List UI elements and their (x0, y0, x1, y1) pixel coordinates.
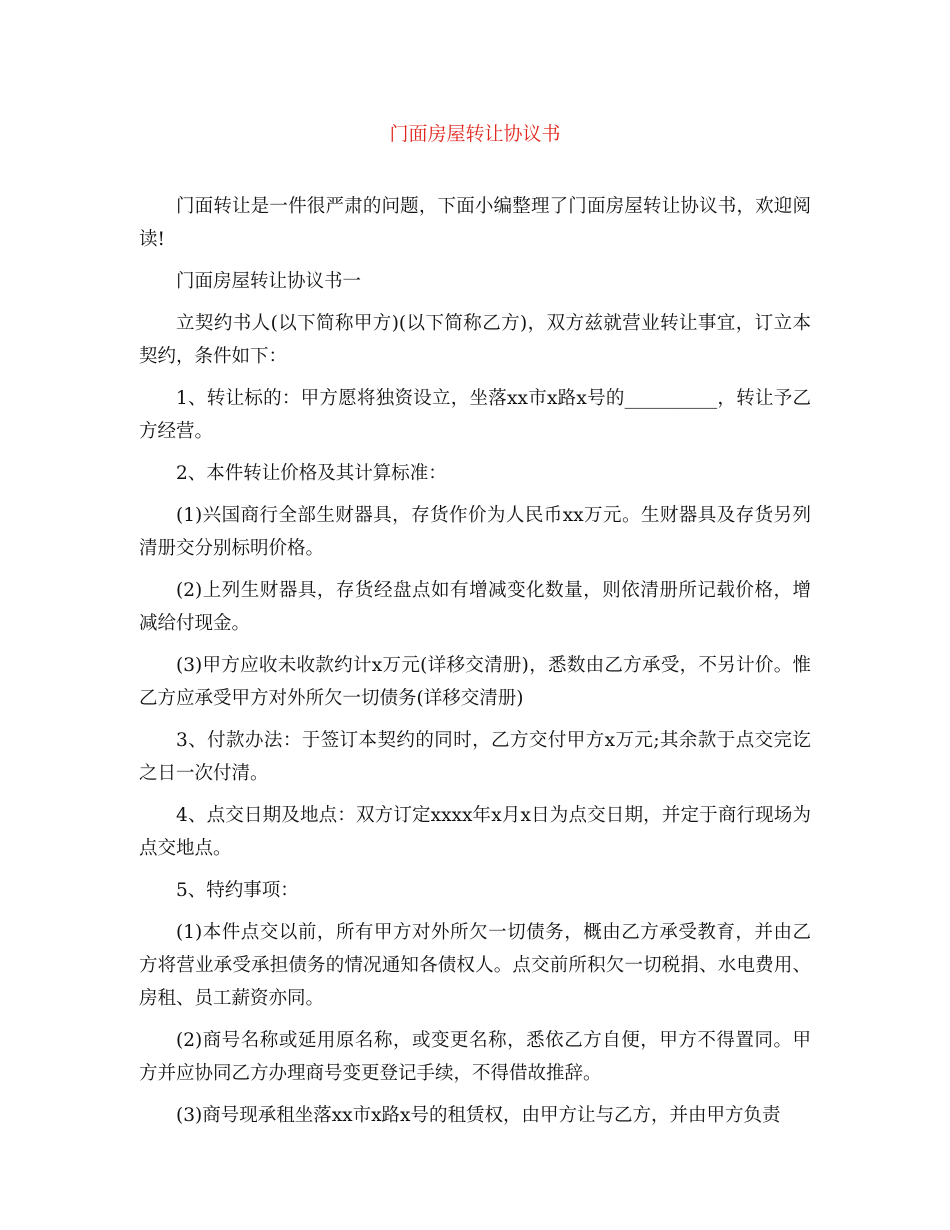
paragraph-clause-5-1: (1)本件点交以前，所有甲方对外所欠一切债务，概由乙方承受教育，并由乙方将营业承受承担债务的情况通知各债权人。点交前所积欠一切税捐、水电费用、房租、员工薪资亦同。 (139, 922, 811, 1009)
document-body (139, 190, 811, 1141)
paragraph-clause-4: 4、点交日期及地点：双方订定xxxx年x月x日为点交日期，并定于商行现场为点交地点。 (139, 805, 811, 859)
paragraph-clause-5: 5、特约事项： (176, 880, 299, 901)
paragraph-clause-5-2: (2)商号名称或延用原名称，或变更名称，悉依乙方自便，甲方不得置同。甲方并应协同乙方办理商号变更登记手续，不得借故推辞。 (139, 1030, 811, 1084)
document-title: 门面房屋转让协议书 (389, 123, 561, 145)
paragraph-clause-3: 3、付款办法：于签订本契约的同时，乙方交付甲方x万元;其余款于点交完讫之日一次付清。 (139, 730, 811, 784)
paragraph-intro: 门面转让是一件很严肃的问题，下面小编整理了门面房屋转让协议书，欢迎阅读! (139, 196, 811, 250)
paragraph-parties: 立契约书人(以下简称甲方)(以下简称乙方)，双方兹就营业转让事宜，订立本契约，条件如下： (139, 313, 811, 367)
paragraph-clause-2: 2、本件转让价格及其计算标准： (176, 463, 447, 484)
paragraph-clause-2-2: (2)上列生财器具，存货经盘点如有增减变化数量，则依清册所记载价格，增减给付现金。 (139, 580, 811, 634)
paragraph-clause-1: 1、转让标的：甲方愿将独资设立，坐落xx市x路x号的__________，转让予乙方经营。 (139, 388, 811, 442)
paragraph-section-heading: 门面房屋转让协议书一 (176, 271, 362, 292)
paragraph-clause-2-1: (1)兴国商行全部生财器具，存货作价为人民币xx万元。生财器具及存货另列清册交分别标明价格。 (139, 505, 811, 559)
paragraph-clause-5-3: (3)商号现承租坐落xx市x路x号的租赁权，由甲方让与乙方，并由甲方负责 (176, 1105, 781, 1126)
paragraph-clause-2-3: (3)甲方应收未收款约计x万元(详移交清册)，悉数由乙方承受，不另计价。惟乙方应承受甲方对外所欠一切债务(详移交清册) (139, 655, 811, 709)
